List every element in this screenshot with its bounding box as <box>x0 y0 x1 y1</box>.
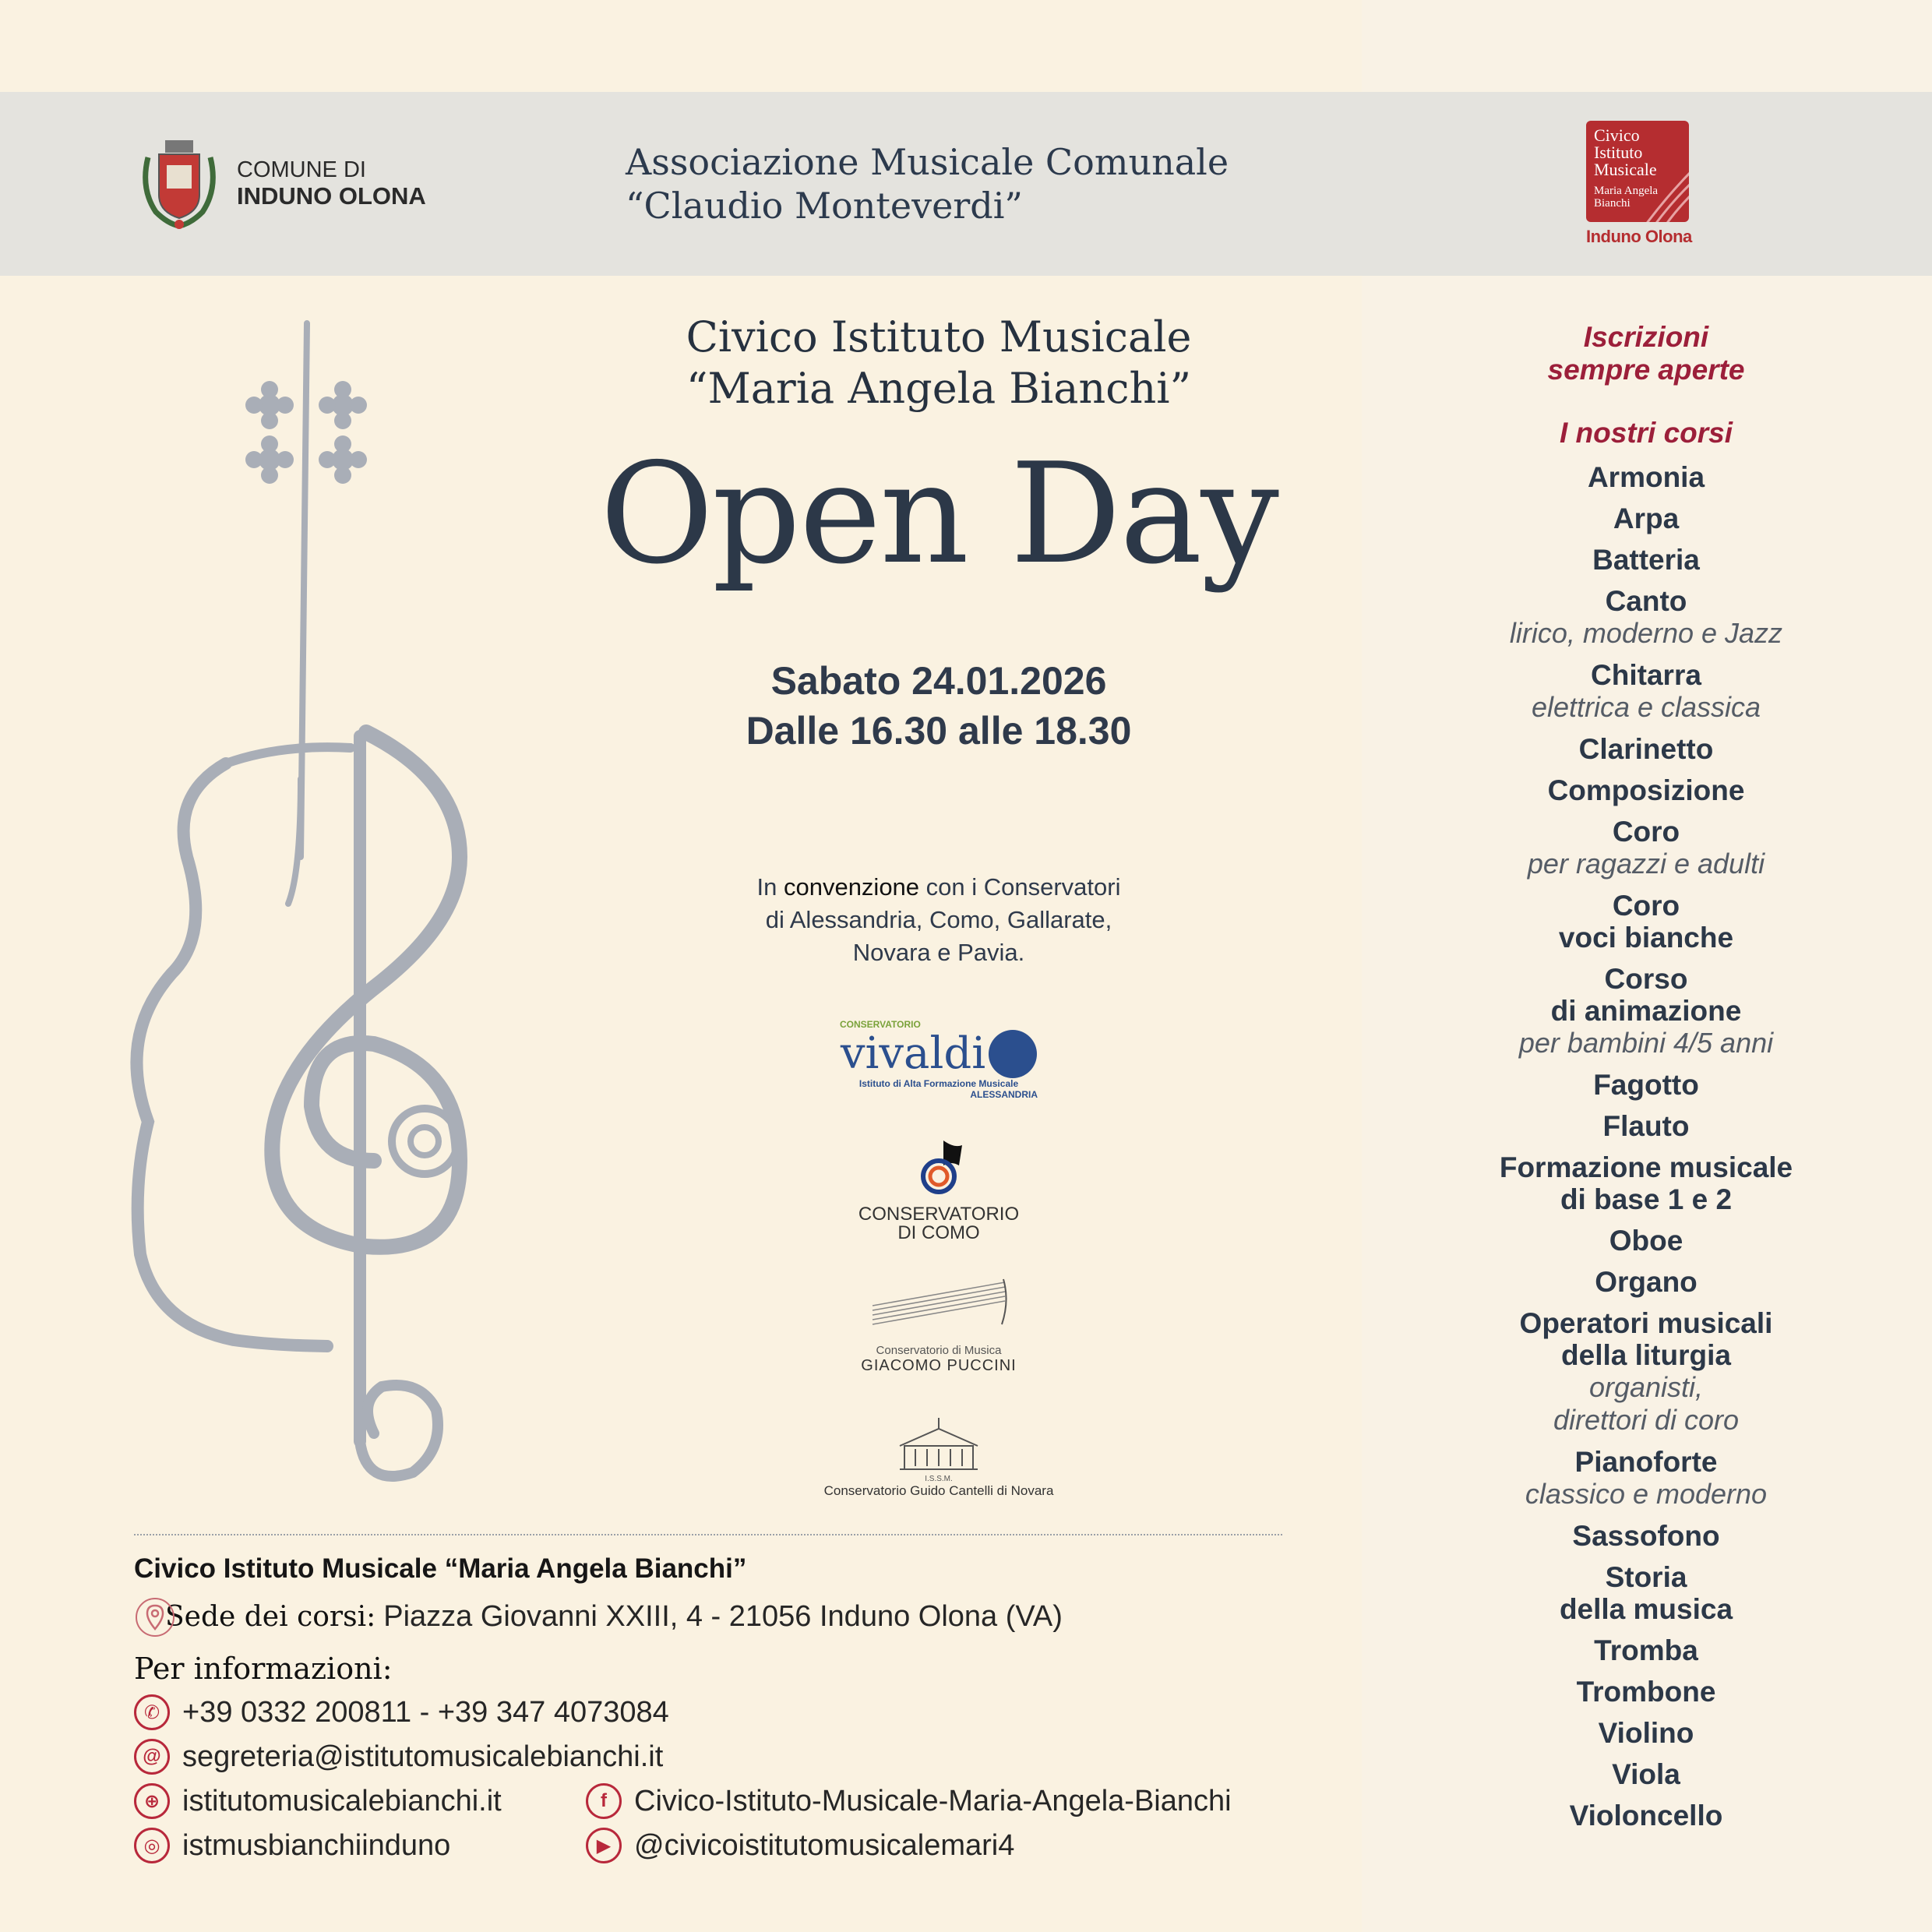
sede-label: Sede dei corsi: <box>165 1601 376 1633</box>
course-name: Oboe <box>1609 1225 1683 1257</box>
course-item <box>1371 816 1921 880</box>
course-name: Arpa <box>1613 502 1680 534</box>
course-subtitle: classico e moderno <box>1525 1478 1768 1510</box>
divider <box>134 1534 1282 1535</box>
course-name: Armonia <box>1587 461 1705 493</box>
facebook-icon: f <box>586 1783 622 1819</box>
course-item <box>1371 1069 1921 1101</box>
iscrizioni-banner <box>1371 321 1921 386</box>
vivaldi-name: vivaldi <box>840 1028 986 1079</box>
at-icon: @ <box>134 1739 170 1775</box>
course-name: Corso <box>1604 963 1688 995</box>
course-item <box>1371 1634 1921 1666</box>
open-day-title: Open Day <box>600 433 1278 594</box>
course-item <box>1371 1225 1921 1257</box>
puccini-line2: GIACOMO PUCCINI <box>861 1357 1017 1374</box>
facebook-row <box>586 1783 1232 1819</box>
puccini-logo <box>779 1278 1098 1375</box>
instagram-row <box>134 1828 450 1863</box>
course-item <box>1371 1717 1921 1749</box>
course-item <box>1371 1446 1921 1511</box>
conv-rest: con i Conservatori <box>919 873 1121 901</box>
website-row <box>134 1783 502 1819</box>
course-item <box>1371 1151 1921 1215</box>
course-name: Violoncello <box>1569 1800 1723 1832</box>
course-name: Batteria <box>1592 544 1700 576</box>
course-item <box>1371 1676 1921 1708</box>
event-time: Dalle 16.30 alle 18.30 <box>746 709 1132 753</box>
course-subtitle: elettrica e classica <box>1531 691 1761 723</box>
course-subtitle: per bambini 4/5 anni <box>1518 1027 1774 1059</box>
phone-icon: ✆ <box>134 1694 170 1730</box>
course-subtitle-line2: direttori di coro <box>1553 1404 1740 1436</box>
institute-title <box>576 312 1301 414</box>
youtube-row <box>586 1828 1014 1863</box>
puccini-line1: Conservatorio di Musica <box>876 1344 1002 1357</box>
course-item <box>1371 963 1921 1059</box>
course-name: Operatori musicali <box>1519 1307 1773 1339</box>
association-line1: Associazione Musicale Comunale <box>626 141 1229 183</box>
info-label: Per informazioni: <box>134 1652 393 1686</box>
course-name: Trombone <box>1576 1676 1716 1708</box>
facebook-link[interactable]: Civico-Istituto-Musicale-Maria-Angela-Bianchi <box>634 1784 1232 1817</box>
globe-icon: ⊕ <box>134 1783 170 1819</box>
course-item <box>1371 1307 1921 1437</box>
vivaldi-sub: Istituto di Alta Formazione Musicale <box>858 1078 1019 1089</box>
email-row <box>134 1739 663 1775</box>
youtube-link[interactable]: @civicoistitutomusicalemari4 <box>634 1828 1015 1862</box>
course-subtitle: lirico, moderno e Jazz <box>1509 617 1783 649</box>
cim-line2: Istituto <box>1594 143 1643 162</box>
course-name: Viola <box>1612 1758 1680 1790</box>
novara-logo <box>779 1415 1098 1499</box>
association-name <box>626 140 1229 227</box>
comune-line2: INDUNO OLONA <box>237 182 426 210</box>
novara-line1: I.S.S.M. <box>925 1475 953 1483</box>
website-link[interactable]: istitutomusicalebianchi.it <box>182 1784 502 1817</box>
course-name: Coro <box>1612 816 1680 848</box>
courses-title: I nostri corsi <box>1559 417 1733 449</box>
course-item <box>1371 544 1921 576</box>
cim-line5: Bianchi <box>1594 197 1631 210</box>
vivaldi-building-icon <box>989 1030 1037 1078</box>
como-line1: CONSERVATORIO <box>858 1204 1020 1225</box>
cim-town: Induno Olona <box>1586 227 1692 246</box>
course-name-line2: di animazione <box>1550 995 1742 1027</box>
course-name: Composizione <box>1547 774 1745 806</box>
instagram-icon: ◎ <box>134 1828 170 1863</box>
location-pin-icon <box>134 1596 176 1638</box>
vivaldi-top: CONSERVATORIO <box>840 1019 921 1030</box>
course-item <box>1371 1266 1921 1298</box>
course-item <box>1371 1520 1921 1552</box>
course-item <box>1371 1110 1921 1142</box>
course-name: Formazione musicale <box>1499 1151 1793 1183</box>
association-line2: “Claudio Monteverdi” <box>626 185 1023 227</box>
iscrizioni-line1: Iscrizioni <box>1583 321 1709 353</box>
course-name: Clarinetto <box>1578 733 1714 765</box>
courses-list <box>1371 461 1921 1841</box>
course-item <box>1371 502 1921 534</box>
como-logo <box>779 1137 1098 1243</box>
comune-logo <box>132 134 426 232</box>
cim-logo-box <box>1586 121 1689 222</box>
cim-line4: Maria Angela <box>1594 185 1659 197</box>
building-icon <box>892 1415 985 1471</box>
cim-logo <box>1586 121 1709 247</box>
course-name: Pianoforte <box>1574 1446 1718 1478</box>
course-item <box>1371 733 1921 765</box>
como-mark-icon <box>908 1137 970 1197</box>
course-name: Fagotto <box>1593 1069 1699 1101</box>
vivaldi-city: ALESSANDRIA <box>970 1089 1038 1100</box>
youtube-icon: ▶ <box>586 1828 622 1863</box>
course-name: Canto <box>1605 585 1687 617</box>
course-item <box>1371 1561 1921 1625</box>
course-item <box>1371 890 1921 954</box>
course-name: Tromba <box>1594 1634 1698 1666</box>
conv-bold: convenzione <box>783 873 920 901</box>
phone-row <box>134 1694 669 1730</box>
conv-pre: In <box>756 873 784 901</box>
novara-line2: Conservatorio Guido Cantelli di Novara <box>823 1483 1054 1498</box>
conv-line2: di Alessandria, Como, Gallarate, <box>765 906 1112 933</box>
como-line2: DI COMO <box>897 1222 980 1243</box>
sede-address: Piazza Giovanni XXIII, 4 - 21056 Induno Olona (VA) <box>383 1600 1063 1633</box>
course-name: Flauto <box>1602 1110 1690 1142</box>
cim-line3: Musicale <box>1594 160 1657 179</box>
course-item <box>1371 1758 1921 1790</box>
coat-of-arms-icon <box>132 134 226 232</box>
cello-treble-clef-icon <box>117 312 553 1527</box>
course-subtitle: per ragazzi e adulti <box>1527 848 1765 880</box>
course-name: Chitarra <box>1591 659 1701 691</box>
course-item <box>1371 774 1921 806</box>
course-name-line2: voci bianche <box>1558 922 1734 954</box>
course-subtitle: organisti, <box>1588 1371 1704 1403</box>
cim-wave-icon <box>1645 163 1689 222</box>
instagram-link[interactable]: istmusbianchiinduno <box>182 1828 451 1862</box>
course-item <box>1371 659 1921 724</box>
course-name-line2: di base 1 e 2 <box>1560 1183 1733 1215</box>
institute-line1: Civico Istituto Musicale <box>686 312 1192 361</box>
convention-text <box>701 871 1176 969</box>
music-score-icon <box>865 1278 1013 1340</box>
course-item <box>1371 461 1921 493</box>
vivaldi-logo <box>779 1019 1098 1100</box>
course-item <box>1371 1800 1921 1832</box>
course-name: Coro <box>1612 890 1680 922</box>
conv-line3: Novara e Pavia. <box>852 939 1025 966</box>
institute-line2: “Maria Angela Bianchi” <box>686 364 1192 413</box>
cim-line1: Civico <box>1594 125 1640 145</box>
iscrizioni-line2: sempre aperte <box>1547 354 1745 386</box>
contact-title: Civico Istituto Musicale “Maria Angela Bianchi” <box>134 1553 747 1584</box>
sede-row <box>134 1600 1063 1634</box>
event-date <box>576 656 1301 756</box>
course-name: Sassofono <box>1572 1520 1720 1552</box>
course-name-line2: della liturgia <box>1561 1339 1731 1371</box>
course-item <box>1371 585 1921 650</box>
email-link[interactable]: segreteria@istitutomusicalebianchi.it <box>182 1740 664 1773</box>
phone-numbers[interactable]: +39 0332 200811 - +39 347 4073084 <box>182 1695 669 1729</box>
event-day: Sabato 24.01.2026 <box>770 659 1107 703</box>
course-name-line2: della musica <box>1559 1593 1733 1625</box>
course-name: Storia <box>1605 1561 1687 1593</box>
comune-line1: COMUNE DI <box>237 157 366 182</box>
course-name: Violino <box>1598 1717 1694 1749</box>
course-name: Organo <box>1595 1266 1698 1298</box>
